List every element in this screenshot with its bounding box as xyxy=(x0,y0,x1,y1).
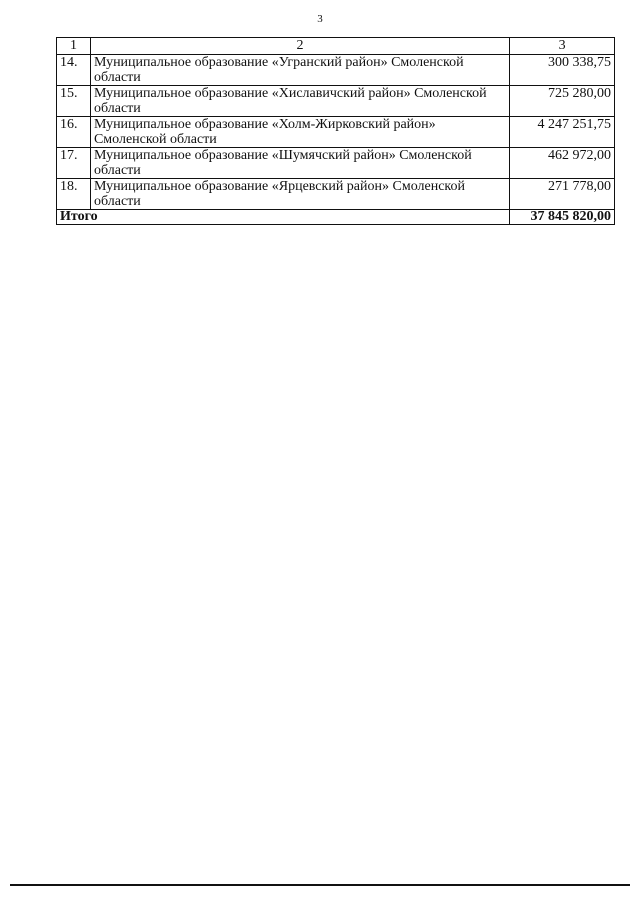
row-number: 16. xyxy=(57,117,91,148)
row-name: Муниципальное образование «Угранский район» Смоленской области xyxy=(90,55,509,86)
page-number: 3 xyxy=(317,13,323,25)
total-label: Итого xyxy=(57,210,510,225)
row-number: 18. xyxy=(57,179,91,210)
row-amount: 462 972,00 xyxy=(510,148,615,179)
row-name: Муниципальное образование «Хиславичский район» Смоленской области xyxy=(90,86,509,117)
table-row xyxy=(57,55,615,86)
row-number: 17. xyxy=(57,148,91,179)
total-amount: 37 845 820,00 xyxy=(510,210,615,225)
column-header-number: 1 xyxy=(57,38,91,55)
column-header-amount: 3 xyxy=(510,38,615,55)
table-row xyxy=(57,86,615,117)
row-amount: 4 247 251,75 xyxy=(510,117,615,148)
column-header-name: 2 xyxy=(90,38,509,55)
row-amount: 725 280,00 xyxy=(510,86,615,117)
row-name: Муниципальное образование «Шумячский район» Смоленской области xyxy=(90,148,509,179)
allocation-table xyxy=(56,37,615,225)
table-row xyxy=(57,148,615,179)
row-amount: 300 338,75 xyxy=(510,55,615,86)
row-name: Муниципальное образование «Холм-Жирковский район» Смоленской области xyxy=(90,117,509,148)
row-number: 14. xyxy=(57,55,91,86)
row-name: Муниципальное образование «Ярцевский район» Смоленской области xyxy=(90,179,509,210)
row-number: 15. xyxy=(57,86,91,117)
table-header-row xyxy=(57,38,615,55)
row-amount: 271 778,00 xyxy=(510,179,615,210)
bottom-rule xyxy=(10,884,630,886)
total-row xyxy=(57,210,615,225)
table-row xyxy=(57,117,615,148)
table-row xyxy=(57,179,615,210)
